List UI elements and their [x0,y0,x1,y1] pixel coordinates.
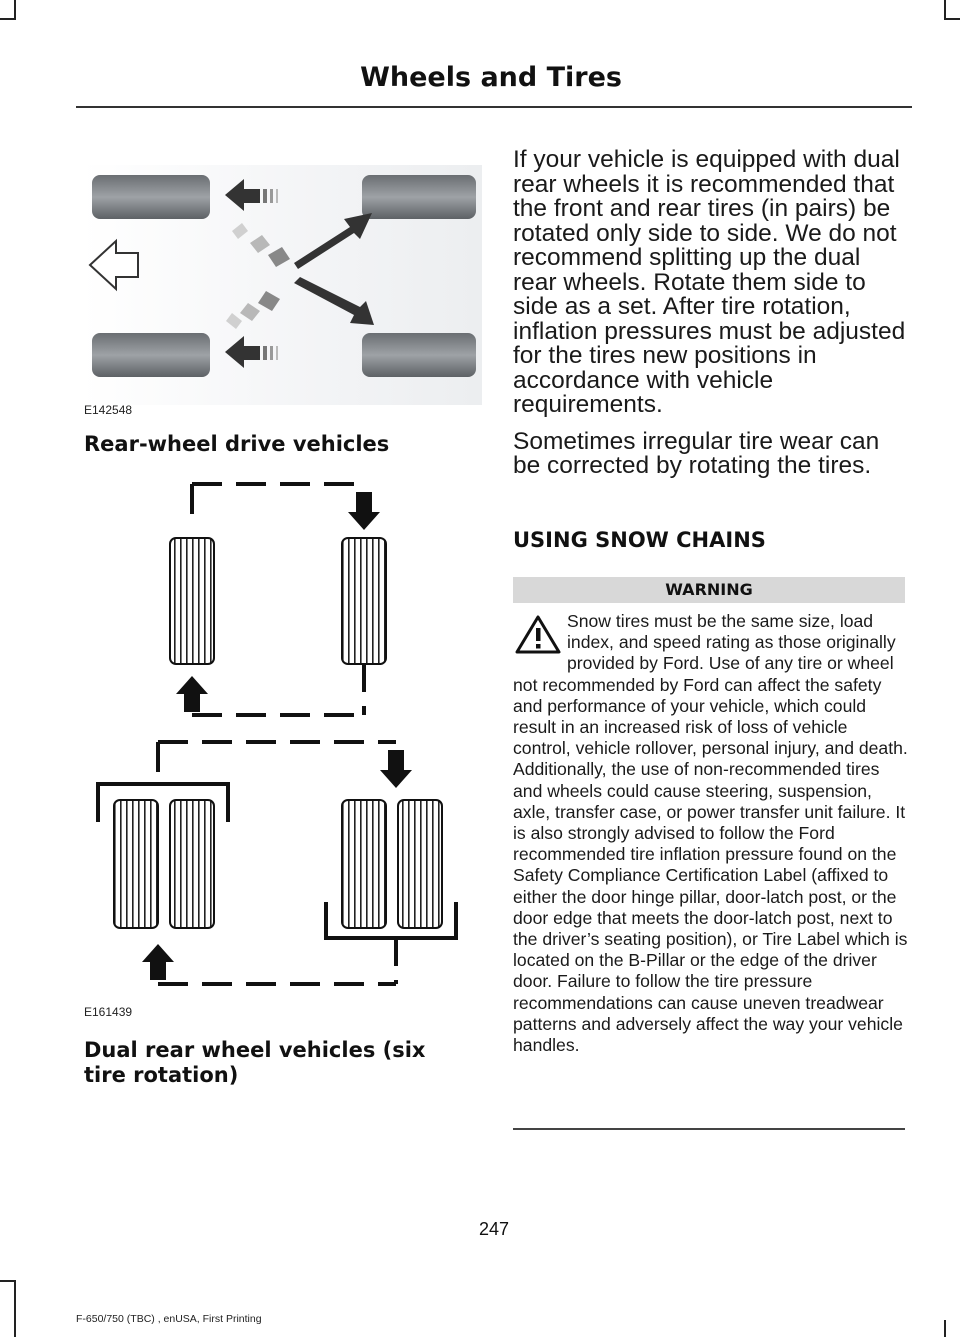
diagram-tire [342,538,386,664]
paragraph: If your vehicle is equipped with dual rear wheels it is recommended that the front and rear tires (in pairs) be rotated only side to side. We do not recommend splitting up the dual rear wheels. Rotate them side to side as a set. After tire rotation, inflation pressures must be adjusted for the tires new positions in accordance with vehicle requirements. [513,146,906,418]
crop-mark [14,0,16,20]
header-divider [76,106,912,108]
tire-front-right [362,175,476,219]
figure-code: E161439 [84,1005,133,1019]
arrow-down-icon [380,750,412,788]
tire-rotation-illustration [82,165,482,405]
diagram-tire [342,800,386,928]
crop-mark [944,18,960,20]
caption-dual-rear-wheel: Dual rear wheel vehicles (six tire rotation) [84,1038,426,1087]
crop-mark [0,1280,16,1282]
diagram-tire [170,538,214,664]
page-title: Wheels and Tires [360,62,622,93]
warning-divider [513,1128,905,1130]
tire-rotation-diagram [84,472,474,1002]
crop-mark [14,1280,16,1337]
footer-edition: F-650/750 (TBC) , enUSA, First Printing [76,1313,262,1325]
diagram-tire [398,800,442,928]
paragraph: Sometimes irregular tire wear can be corrected by rotating the tires. [513,427,880,479]
diagram-tire [170,800,214,928]
body-text [513,148,908,479]
tire-front-left [92,175,210,219]
caption-rear-wheel-drive: Rear-wheel drive vehicles [84,432,390,456]
tire-rear-right [362,333,476,377]
warning-label: WARNING [513,577,905,603]
crop-mark [944,1320,946,1337]
arrow-up-icon [142,944,174,980]
crop-mark [944,0,946,20]
section-heading: USING SNOW CHAINS [513,528,766,552]
tire-rear-left [92,333,210,377]
arrow-down-icon [348,492,380,530]
arrow-up-icon [176,676,208,712]
crop-mark [0,18,16,20]
figure-code: E142548 [84,403,133,417]
warning-text: Snow tires must be the same size, load index, and speed rating as those originally provided by Ford. Use of any tire or wheel not recommended by Ford can affect the safety and performance of your vehicle, which could result in an increased risk of loss of vehicle control, vehicle rollover, personal injury, and death. Additionally, the use of non-recommended tires and wheels could cause steering, suspension, axle, transfer case, or power transfer unit failure. It is also strongly advised to follow the Ford recommended tire inflation pressure found on the Safety Compliance Certification Label (affixed to either the door hinge pillar, door-latch post, or the door edge that meets the door-latch post, next to the driver’s seating position), or Tire Label which is located on the B-Pillar or the edge of the driver door. Failure to follow the tire pressure recommendations can cause uneven treadwear patterns and adversely affect the way your vehicle handles. [513,611,908,1056]
diagram-tire [114,800,158,928]
page-number: 247 [478,1219,510,1239]
